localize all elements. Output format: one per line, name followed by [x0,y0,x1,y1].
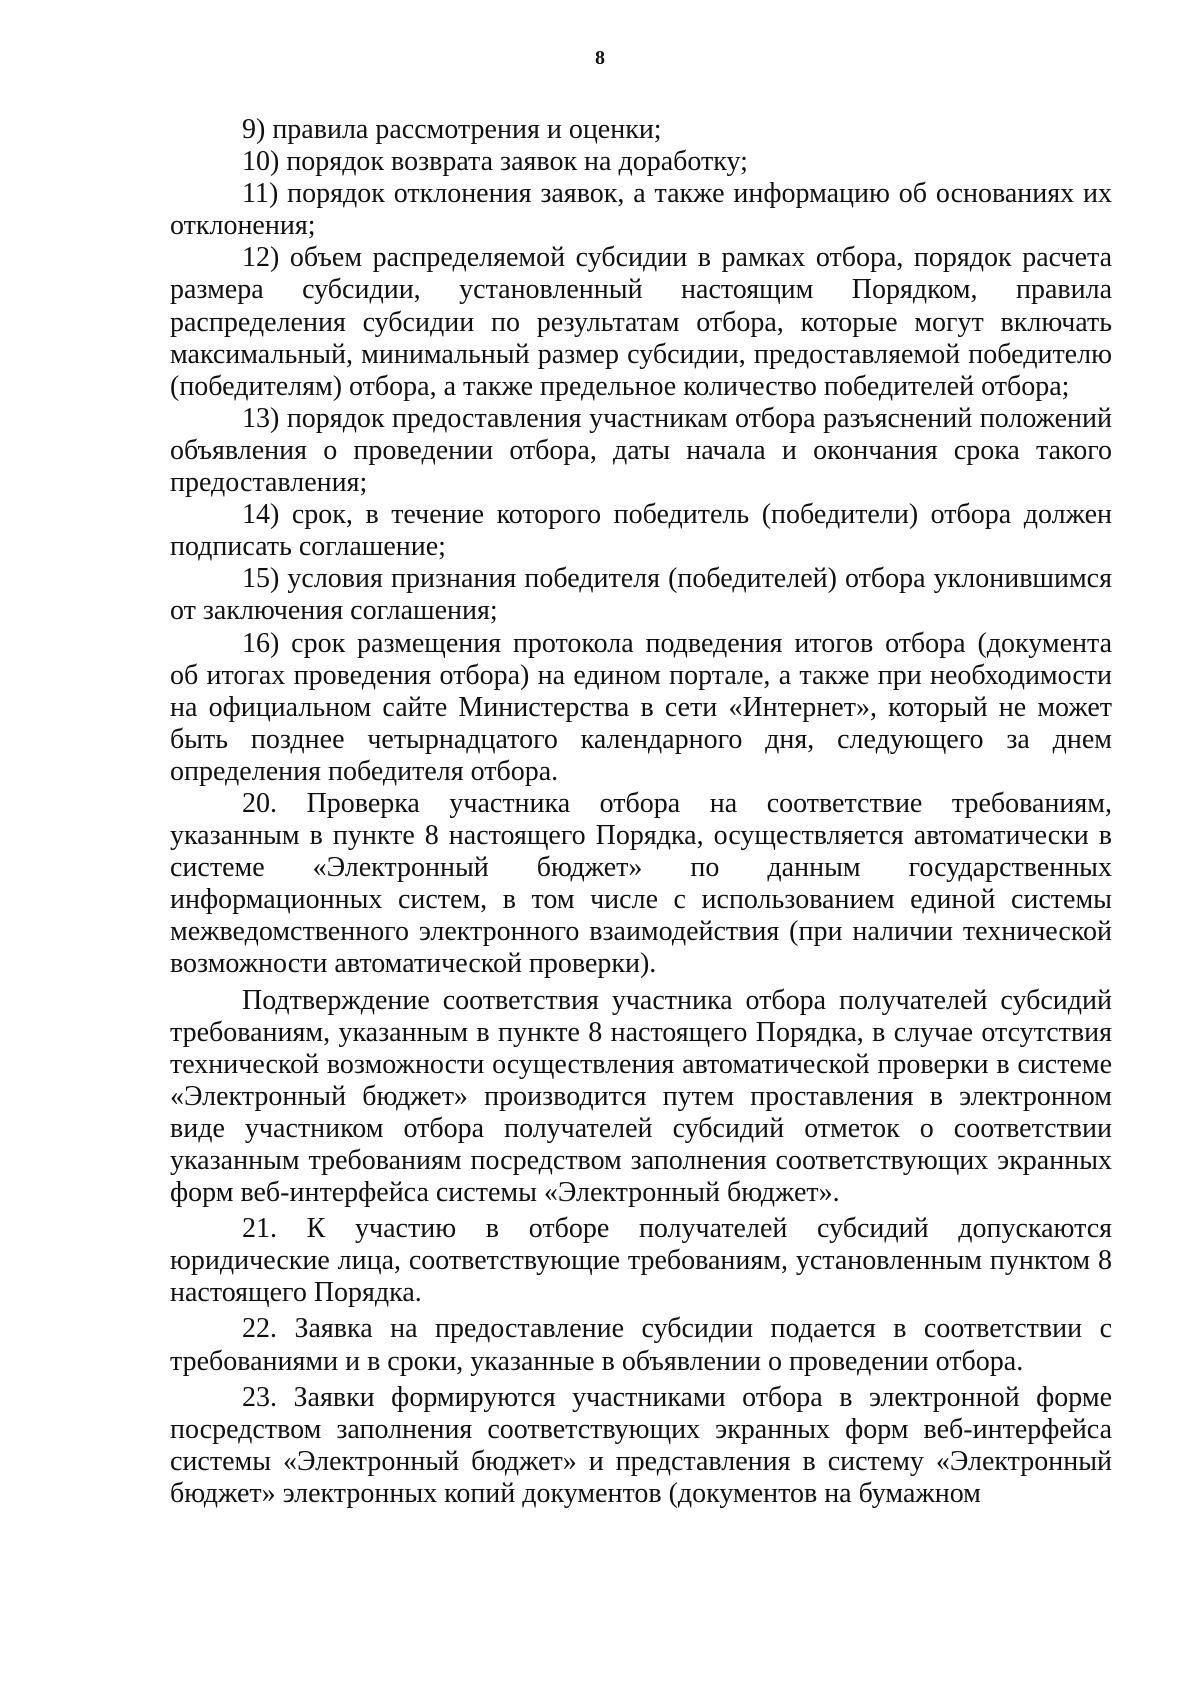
list-item-10: 10) порядок возврата заявок на доработку; [242,146,748,178]
list-item-16: 16) срок размещения протокола подведения итогов отбора (документа об итогах проведения отбора) на едином портале, а также при необходимости на официальном сайте Министерства в сети «Интернет», который не может быть позднее четырнадцатого календарного дня, следующего за днем определения победителя отбора. [170,627,1112,787]
list-item-12: 12) объем распределяемой субсидии в рамках отбора, порядок расчета размера субсидии, установленный настоящим Порядком, правила распределения субсидии по результатам отбора, которые могут включать максимальный, минимальный размер субсидии, предоставляемой победителю (победителям) отбора, а также предельное количество победителей отбора; [170,242,1112,402]
page-number: 8 [595,47,605,69]
clause-23: 23. Заявки формируются участниками отбора в электронной форме посредством заполнения соответствующих экранных форм веб-интерфейса системы «Электронный бюджет» и представления в систему «Электронный бюджет» электронных копий документов (документов на бумажном [170,1381,1112,1509]
list-item-15: 15) условия признания победителя (победителей) отбора уклонившимся от заключения соглашения; [170,563,1112,627]
list-item-13: 13) порядок предоставления участникам отбора разъяснений положений объявления о проведении отбора, даты начала и окончания срока такого предоставления; [170,402,1112,499]
clause-22: 22. Заявка на предоставление субсидии подается в соответствии с требованиями и в сроки, указанные в объявлении о проведении отбора. [170,1313,1112,1377]
list-item-9: 9) правила рассмотрения и оценки; [242,114,662,145]
clause-21: 21. К участию в отборе получателей субсидий допускаются юридические лица, соответствующие требованиям, установленным пунктом 8 настоящего Порядка. [170,1213,1112,1309]
clause-20: 20. Проверка участника отбора на соответствие требованиям, указанным в пункте 8 настоящего Порядка, осуществляется автоматически в системе «Электронный бюджет» по данным государственных информационных систем, в том числе с использованием единой системы межведомственного электронного взаимодействия (при наличии технической возможности автоматической проверки). [170,787,1112,980]
list-item-14: 14) срок, в течение которого победитель (победители) отбора должен подписать соглашение; [170,499,1112,563]
list-item-11: 11) порядок отклонения заявок, а также информацию об основаниях их отклонения; [170,178,1112,242]
clause-20-paragraph-2: Подтверждение соответствия участника отбора получателей субсидий требованиям, указанным в пункте 8 настоящего Порядка, в случае отсутствия технической возможности осуществления автоматической проверки в системе «Электронный бюджет» производится путем проставления в электронном виде участником отбора получателей субсидий отметок о соответствии указанным требованиям посредством заполнения соответствующих экранных форм веб-интерфейса системы «Электронный бюджет». [170,984,1112,1209]
document-body [170,114,1112,1510]
